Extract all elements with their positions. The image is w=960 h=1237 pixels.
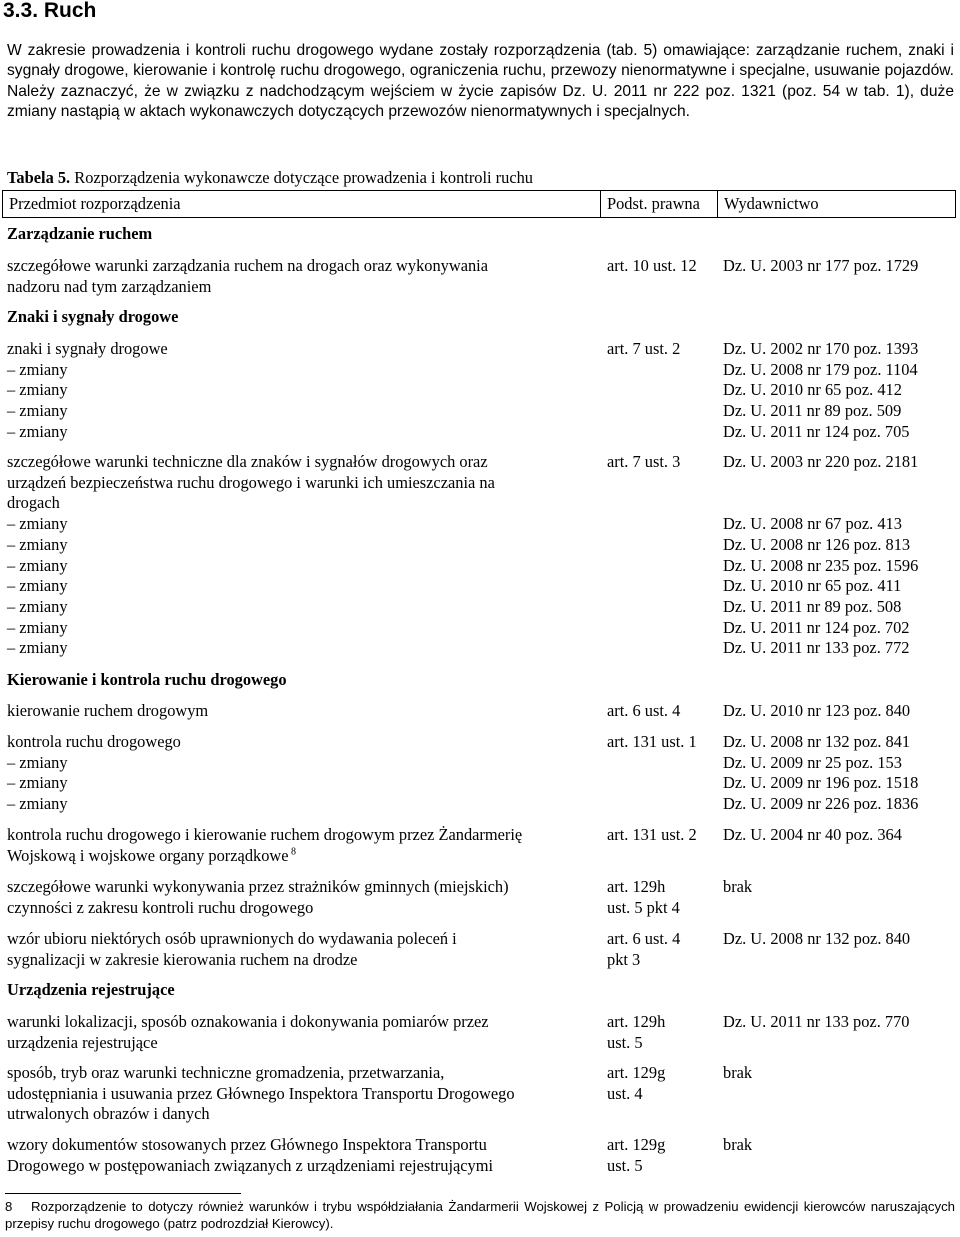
pub-line: Dz. U. 2008 nr 126 poz. 813 (723, 534, 911, 554)
cell-legal-basis (607, 1063, 719, 1104)
basis-line: art. 6 ust. 4 (607, 929, 681, 948)
pub-line: Dz. U. 2010 nr 123 poz. 840 (723, 701, 911, 720)
pub-line: brak (723, 877, 753, 896)
basis-line: art. 131 ust. 1 (607, 732, 697, 751)
subject-line: udostępniania i usuwania przez Głównego Inspektora Transportu Drogowego (7, 1083, 515, 1103)
cell-subject (7, 701, 597, 722)
pub-line: Dz. U. 2011 nr 89 poz. 508 (723, 596, 902, 616)
subject-line: – zmiany (7, 555, 68, 575)
subject-line: kontrola ruchu drogowego i kierowanie ruchem drogowym przez Żandarmerię (7, 825, 523, 844)
pub-line: Dz. U. 2011 nr 133 poz. 772 (723, 638, 910, 658)
pub-line: Dz. U. 2008 nr 235 poz. 1596 (723, 555, 919, 575)
cell-subject (7, 877, 597, 918)
pub-line: Dz. U. 2011 nr 124 poz. 705 (723, 421, 910, 441)
cell-subject (7, 732, 597, 815)
basis-line: ust. 5 (607, 1155, 643, 1175)
cell-subject (7, 256, 597, 297)
basis-line: art. 129h (607, 1012, 666, 1031)
basis-line: ust. 4 (607, 1083, 643, 1103)
cell-publication (723, 1135, 958, 1156)
subject-line: czynności z zakresu kontroli ruchu drogowego (7, 897, 314, 917)
cell-publication (723, 825, 958, 846)
cell-subject (7, 1135, 597, 1176)
subject-line: – zmiany (7, 752, 68, 772)
cell-publication (723, 1012, 958, 1033)
subject-line: szczegółowe warunki techniczne dla znaków i sygnałów drogowych oraz (7, 452, 488, 471)
subject-line: wzory dokumentów stosowanych przez Głównego Inspektora Transportu (7, 1135, 487, 1154)
pub-line: brak (723, 1063, 753, 1082)
subject-line: – zmiany (7, 421, 68, 441)
subject-line: urządzeń bezpieczeństwa ruchu drogowego i warunki ich umieszczania na (7, 472, 495, 492)
pub-line: Dz. U. 2008 nr 132 poz. 841 (723, 732, 911, 751)
cell-publication (723, 452, 958, 659)
basis-line: art. 7 ust. 3 (607, 452, 681, 471)
subject-line: sygnalizacji w zakresie kierowania ruchem na drodze (7, 949, 358, 969)
subject-line: szczegółowe warunki wykonywania przez strażników gminnych (miejskich) (7, 877, 509, 896)
pub-line: Dz. U. 2009 nr 196 poz. 1518 (723, 773, 919, 793)
pub-line: Dz. U. 2003 nr 177 poz. 1729 (723, 256, 919, 275)
subject-line: Wojskową i wojskowe organy porządkowe $^8$ (7, 845, 297, 865)
footnote-number: 8 (5, 1199, 13, 1214)
section-heading: 3.3. Ruch (3, 0, 97, 22)
table-caption-text: Rozporządzenia wykonawcze dotyczące prowadzenia i kontroli ruchu (74, 168, 533, 187)
pub-line: Dz. U. 2002 nr 170 poz. 1393 (723, 339, 919, 358)
subject-line: urządzenia rejestrujące (7, 1032, 158, 1052)
pub-line: Dz. U. 2010 nr 65 poz. 412 (723, 380, 902, 400)
subject-line: kierowanie ruchem drogowym (7, 701, 209, 720)
cell-publication (723, 1063, 958, 1084)
subject-line: utrwalonych obrazów i danych (7, 1104, 210, 1124)
pub-line: Dz. U. 2009 nr 25 poz. 153 (723, 752, 902, 772)
subject-line: – zmiany (7, 514, 68, 534)
subject-line: – zmiany (7, 617, 68, 637)
pub-line: Dz. U. 2010 nr 65 poz. 411 (723, 576, 902, 596)
subject-line: – zmiany (7, 794, 68, 814)
subject-line: kontrola ruchu drogowego (7, 732, 181, 751)
basis-line: art. 131 ust. 2 (607, 825, 697, 844)
footnote-separator (5, 1193, 241, 1194)
subject-line: warunki lokalizacji, sposób oznakowania i dokonywania pomiarów przez (7, 1012, 489, 1031)
section-kierowanie: Kierowanie i kontrola ruchu drogowego (7, 670, 287, 689)
basis-line: art. 129g (607, 1135, 666, 1154)
cell-legal-basis (607, 877, 719, 918)
cell-legal-basis (607, 1012, 719, 1053)
basis-line: ust. 5 pkt 4 (607, 897, 680, 917)
pub-line (723, 493, 958, 514)
subject-line: – zmiany (7, 576, 68, 596)
intro-paragraph: W zakresie prowadzenia i kontroli ruchu drogowego wydane zostały rozporządzenia (tab. 5) omawiające: zarządzanie ruchem, znaki i sygnały drogowe, kierowanie i kontrolę ruchu drogowego, ograniczenia ruchu, przewozy nienormatywne i specjalne, usuwanie pojazdów. Należy zaznaczyć, że w związku z nadchodzącym wejściem w życie zapisów Dz. U. 2011 nr 222 poz. 1321 (poz. 54 w tab. 1), duże zmiany nastąpią w aktach wykonawczych dotyczących przewozów nienormatywnych i specjalnych. (7, 42, 954, 120)
basis-line: art. 129g (607, 1063, 666, 1082)
subject-line: drogach (7, 493, 60, 513)
cell-subject (7, 339, 597, 443)
footnote (5, 1199, 955, 1232)
pub-line: brak (723, 1135, 753, 1154)
cell-publication (723, 732, 958, 815)
subject-line: – zmiany (7, 534, 68, 554)
cell-subject (7, 825, 597, 866)
cell-legal-basis (607, 825, 719, 846)
cell-legal-basis (607, 929, 719, 970)
cell-subject (7, 1012, 597, 1053)
cell-subject (7, 452, 597, 659)
cell-publication (723, 877, 958, 898)
pub-line: Dz. U. 2008 nr 132 poz. 840 (723, 929, 911, 948)
footnote-ref[interactable]: 8 (288, 846, 297, 858)
cell-legal-basis (607, 452, 719, 473)
subject-line: szczegółowe warunki zarządzania ruchem na drogach oraz wykonywania (7, 256, 489, 275)
subject-line: znaki i sygnały drogowe (7, 339, 168, 358)
pub-line (723, 473, 958, 494)
pub-line: Dz. U. 2011 nr 124 poz. 702 (723, 617, 910, 637)
regulations-table (0, 189, 960, 1179)
header-subject: Przedmiot rozporządzenia (2, 190, 601, 218)
subject-line: Drogowego w postępowaniach związanych z urządzeniami rejestrującymi (7, 1155, 494, 1175)
subject-line: – zmiany (7, 380, 68, 400)
cell-publication (723, 256, 958, 277)
table-header-row (0, 189, 960, 219)
footnote-text: Rozporządzenie to dotyczy również warunków i trybu współdziałania Żandarmerii Wojskowej z Policją w prowadzeniu ewidencji kierowców naruszających przepisy ruchu drogowego (patrz podrozdział Kierowcy). (5, 1199, 955, 1231)
pub-line: Dz. U. 2008 nr 67 poz. 413 (723, 514, 902, 534)
cell-publication (723, 701, 958, 722)
subject-line: sposób, tryb oraz warunki techniczne gromadzenia, przetwarzania, (7, 1063, 445, 1082)
pub-line: Dz. U. 2011 nr 89 poz. 509 (723, 401, 902, 421)
cell-legal-basis (607, 1135, 719, 1176)
cell-subject (7, 1063, 597, 1125)
basis-line: art. 7 ust. 2 (607, 339, 681, 358)
table-caption (7, 168, 533, 188)
subject-line: – zmiany (7, 359, 68, 379)
header-publication: Wydawnictwo (717, 190, 956, 218)
subject-line: – zmiany (7, 596, 68, 616)
section-urzadzenia: Urządzenia rejestrujące (7, 980, 175, 999)
cell-legal-basis (607, 256, 719, 277)
basis-line: art. 129h (607, 877, 666, 896)
subject-line: wzór ubioru niektórych osób uprawnionych do wydawania poleceń i (7, 929, 457, 948)
basis-line: ust. 5 (607, 1032, 643, 1052)
section-znaki: Znaki i sygnały drogowe (7, 307, 179, 326)
table-label: Tabela 5. (7, 168, 71, 187)
pub-line: Dz. U. 2003 nr 220 poz. 2181 (723, 452, 919, 471)
cell-subject (7, 929, 597, 970)
cell-publication (723, 929, 958, 950)
cell-publication (723, 339, 958, 443)
basis-line: art. 6 ust. 4 (607, 701, 681, 720)
pub-line: Dz. U. 2008 nr 179 poz. 1104 (723, 359, 918, 379)
subject-line: nadzoru nad tym zarządzaniem (7, 276, 212, 296)
cell-legal-basis (607, 701, 719, 722)
cell-legal-basis (607, 732, 719, 753)
basis-line: art. 10 ust. 12 (607, 256, 697, 275)
header-legal-basis: Podst. prawna (600, 190, 718, 218)
cell-legal-basis (607, 339, 719, 360)
pub-line: Dz. U. 2009 nr 226 poz. 1836 (723, 794, 919, 814)
basis-line: pkt 3 (607, 949, 641, 969)
subject-line: – zmiany (7, 773, 68, 793)
pub-line: Dz. U. 2004 nr 40 poz. 364 (723, 825, 902, 844)
subject-line: – zmiany (7, 638, 68, 658)
pub-line: Dz. U. 2011 nr 133 poz. 770 (723, 1012, 910, 1031)
subject-line: – zmiany (7, 401, 68, 421)
section-zarzadzanie: Zarządzanie ruchem (7, 224, 153, 243)
